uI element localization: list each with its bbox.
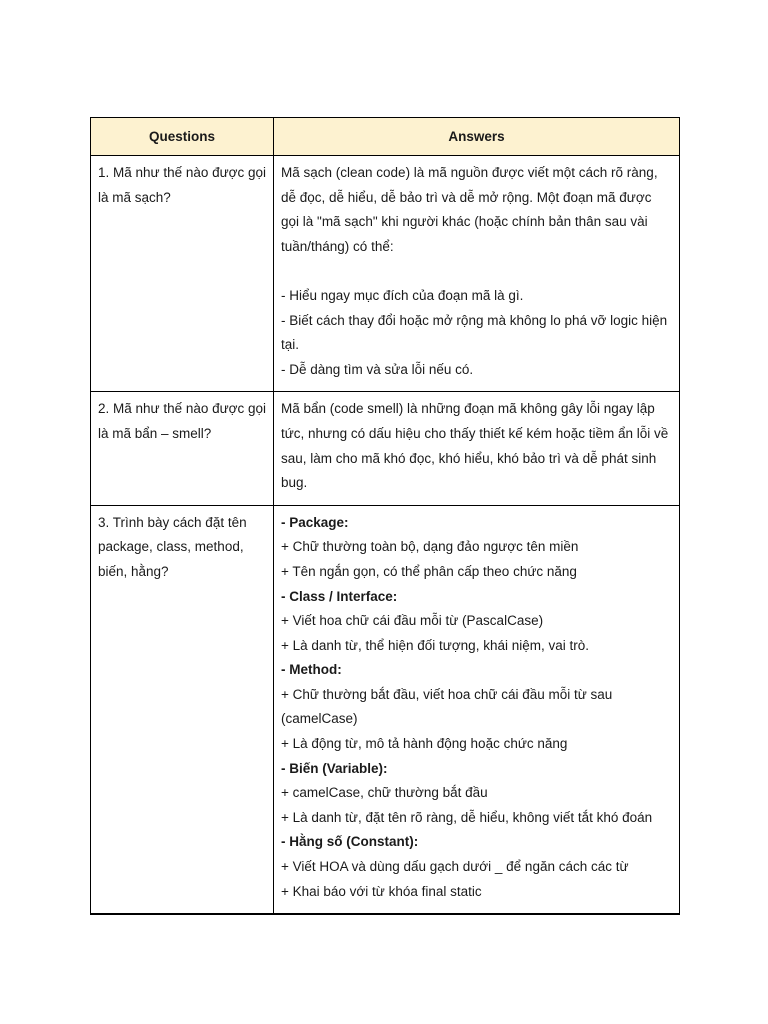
answer-item: - Hiểu ngay mục đích của đoạn mã là gì. [281, 287, 524, 303]
section-heading: - Class / Interface: [281, 588, 398, 604]
section-line: + Viết HOA và dùng dấu gạch dưới _ để ngăn cách các từ [281, 859, 629, 875]
question-cell: 1. Mã như thế nào được gọi là mã sạch? [91, 156, 274, 392]
table-row [91, 392, 680, 505]
section-line: + Là danh từ, đặt tên rõ ràng, dễ hiểu, không viết tắt khó đoán [281, 809, 653, 825]
section-line: + Chữ thường bắt đầu, viết hoa chữ cái đầu mỗi từ sau (camelCase) [281, 686, 613, 727]
table-row [91, 505, 680, 914]
answer-item: - Dễ dàng tìm và sửa lỗi nếu có. [281, 361, 474, 377]
header-questions: Questions [91, 118, 274, 156]
section-line: + Tên ngắn gọn, có thể phân cấp theo chức năng [281, 563, 577, 579]
table-row [91, 156, 680, 392]
section-heading: - Hằng số (Constant): [281, 834, 419, 850]
question-cell: 2. Mã như thế nào được gọi là mã bẩn – smell? [91, 392, 274, 505]
answer-cell: Mã bẩn (code smell) là những đoạn mã không gây lỗi ngay lập tức, nhưng có dấu hiệu cho thấy thiết kế kém hoặc tiềm ẩn lỗi về sau, làm cho mã khó đọc, khó hiểu, khó bảo trì và dễ phát sinh bug. [274, 392, 680, 505]
section-line: + Là danh từ, thể hiện đối tượng, khái niệm, vai trò. [281, 637, 589, 653]
answer-item: - Biết cách thay đổi hoặc mở rộng mà không lo phá vỡ logic hiện tại. [281, 312, 668, 353]
qa-table [90, 117, 680, 915]
section-heading: - Method: [281, 662, 342, 678]
section-line: + Viết hoa chữ cái đầu mỗi từ (PascalCase) [281, 613, 544, 629]
section-line: + camelCase, chữ thường bắt đầu [281, 785, 488, 801]
answer-intro: Mã sạch (clean code) là mã nguồn được viết một cách rõ ràng, dễ đọc, dễ hiểu, dễ bảo trì và dễ mở rộng. Một đoạn mã được gọi là "mã sạch" khi người khác (hoặc chính bản thân sau vài tuần/tháng) có thể: [281, 165, 658, 254]
answer-cell [274, 156, 680, 392]
section-line: + Chữ thường toàn bộ, dạng đảo ngược tên miền [281, 539, 579, 555]
section-heading: - Biến (Variable): [281, 760, 388, 776]
question-cell: 3. Trình bày cách đặt tên package, class, method, biến, hằng? [91, 505, 274, 914]
answer-cell [274, 505, 680, 914]
blank-line [281, 259, 673, 284]
section-line: + Là động từ, mô tả hành động hoặc chức năng [281, 736, 568, 752]
table-header-row [91, 118, 680, 156]
section-heading: - Package: [281, 514, 349, 530]
section-line: + Khai báo với từ khóa final static [281, 883, 482, 899]
header-answers: Answers [274, 118, 680, 156]
